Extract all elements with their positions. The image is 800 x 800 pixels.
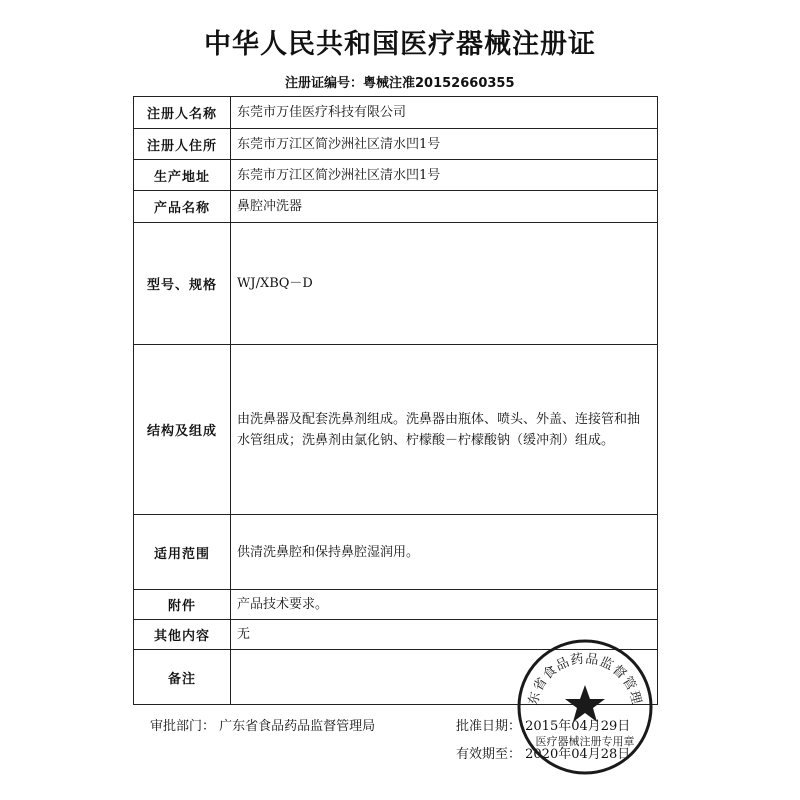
row-registrant-name: [134, 97, 658, 129]
row-registrant-address: [134, 129, 658, 160]
value-other: 无: [231, 620, 658, 650]
label-other: 其他内容: [134, 620, 231, 650]
value-structure: 由洗鼻器及配套洗鼻剂组成。洗鼻器由瓶体、喷头、外盖、连接管和抽水管组成；洗鼻剂由氯化钠、柠檬酸－柠檬酸钠（缓冲剂）组成。: [231, 345, 658, 515]
label-product-name: 产品名称: [134, 191, 231, 223]
row-structure: [134, 345, 658, 515]
label-registrant-address: 注册人住所: [134, 129, 231, 160]
row-production-address: [134, 160, 658, 191]
row-model-spec: [134, 223, 658, 345]
label-scope: 适用范围: [134, 515, 231, 590]
value-registrant-address: 东莞市万江区简沙洲社区清水凹1号: [231, 129, 658, 160]
seal-text: 东省食品药品监督管理: [526, 651, 644, 707]
approval-date: 批准日期： 2015年04月29日: [456, 719, 631, 734]
value-product-name: 鼻腔冲洗器: [231, 191, 658, 223]
value-attachment: 产品技术要求。: [231, 590, 658, 620]
value-registrant-name: 东莞市万佳医疗科技有限公司: [231, 97, 658, 129]
document-title: 中华人民共和国医疗器械注册证: [204, 29, 596, 60]
approval-department: 审批部门： 广东省食品药品监督管理局: [150, 719, 376, 734]
label-remarks: 备注: [134, 650, 231, 705]
valid-until-date: 有效期至： 2020年04月28日: [456, 747, 631, 762]
row-product-name: [134, 191, 658, 223]
row-attachment: [134, 590, 658, 620]
row-scope: [134, 515, 658, 590]
official-seal-icon: [515, 637, 655, 781]
label-production-address: 生产地址: [134, 160, 231, 191]
svg-text:广东省食品药品监督管理局: [515, 637, 644, 707]
label-registrant-name: 注册人名称: [134, 97, 231, 129]
seal-subtext: 医疗器械注册专用章: [535, 735, 635, 748]
certificate-table: [133, 96, 658, 705]
label-attachment: 附件: [134, 590, 231, 620]
value-production-address: 东莞市万江区简沙洲社区清水凹1号: [231, 160, 658, 191]
label-structure: 结构及组成: [134, 345, 231, 515]
label-model-spec: 型号、规格: [134, 223, 231, 345]
value-model-spec: WJ/XBQ－D: [231, 223, 658, 345]
value-scope: 供清洗鼻腔和保持鼻腔湿润用。: [231, 515, 658, 590]
registration-number: 注册证编号：粤械注准20152660355: [285, 76, 515, 91]
